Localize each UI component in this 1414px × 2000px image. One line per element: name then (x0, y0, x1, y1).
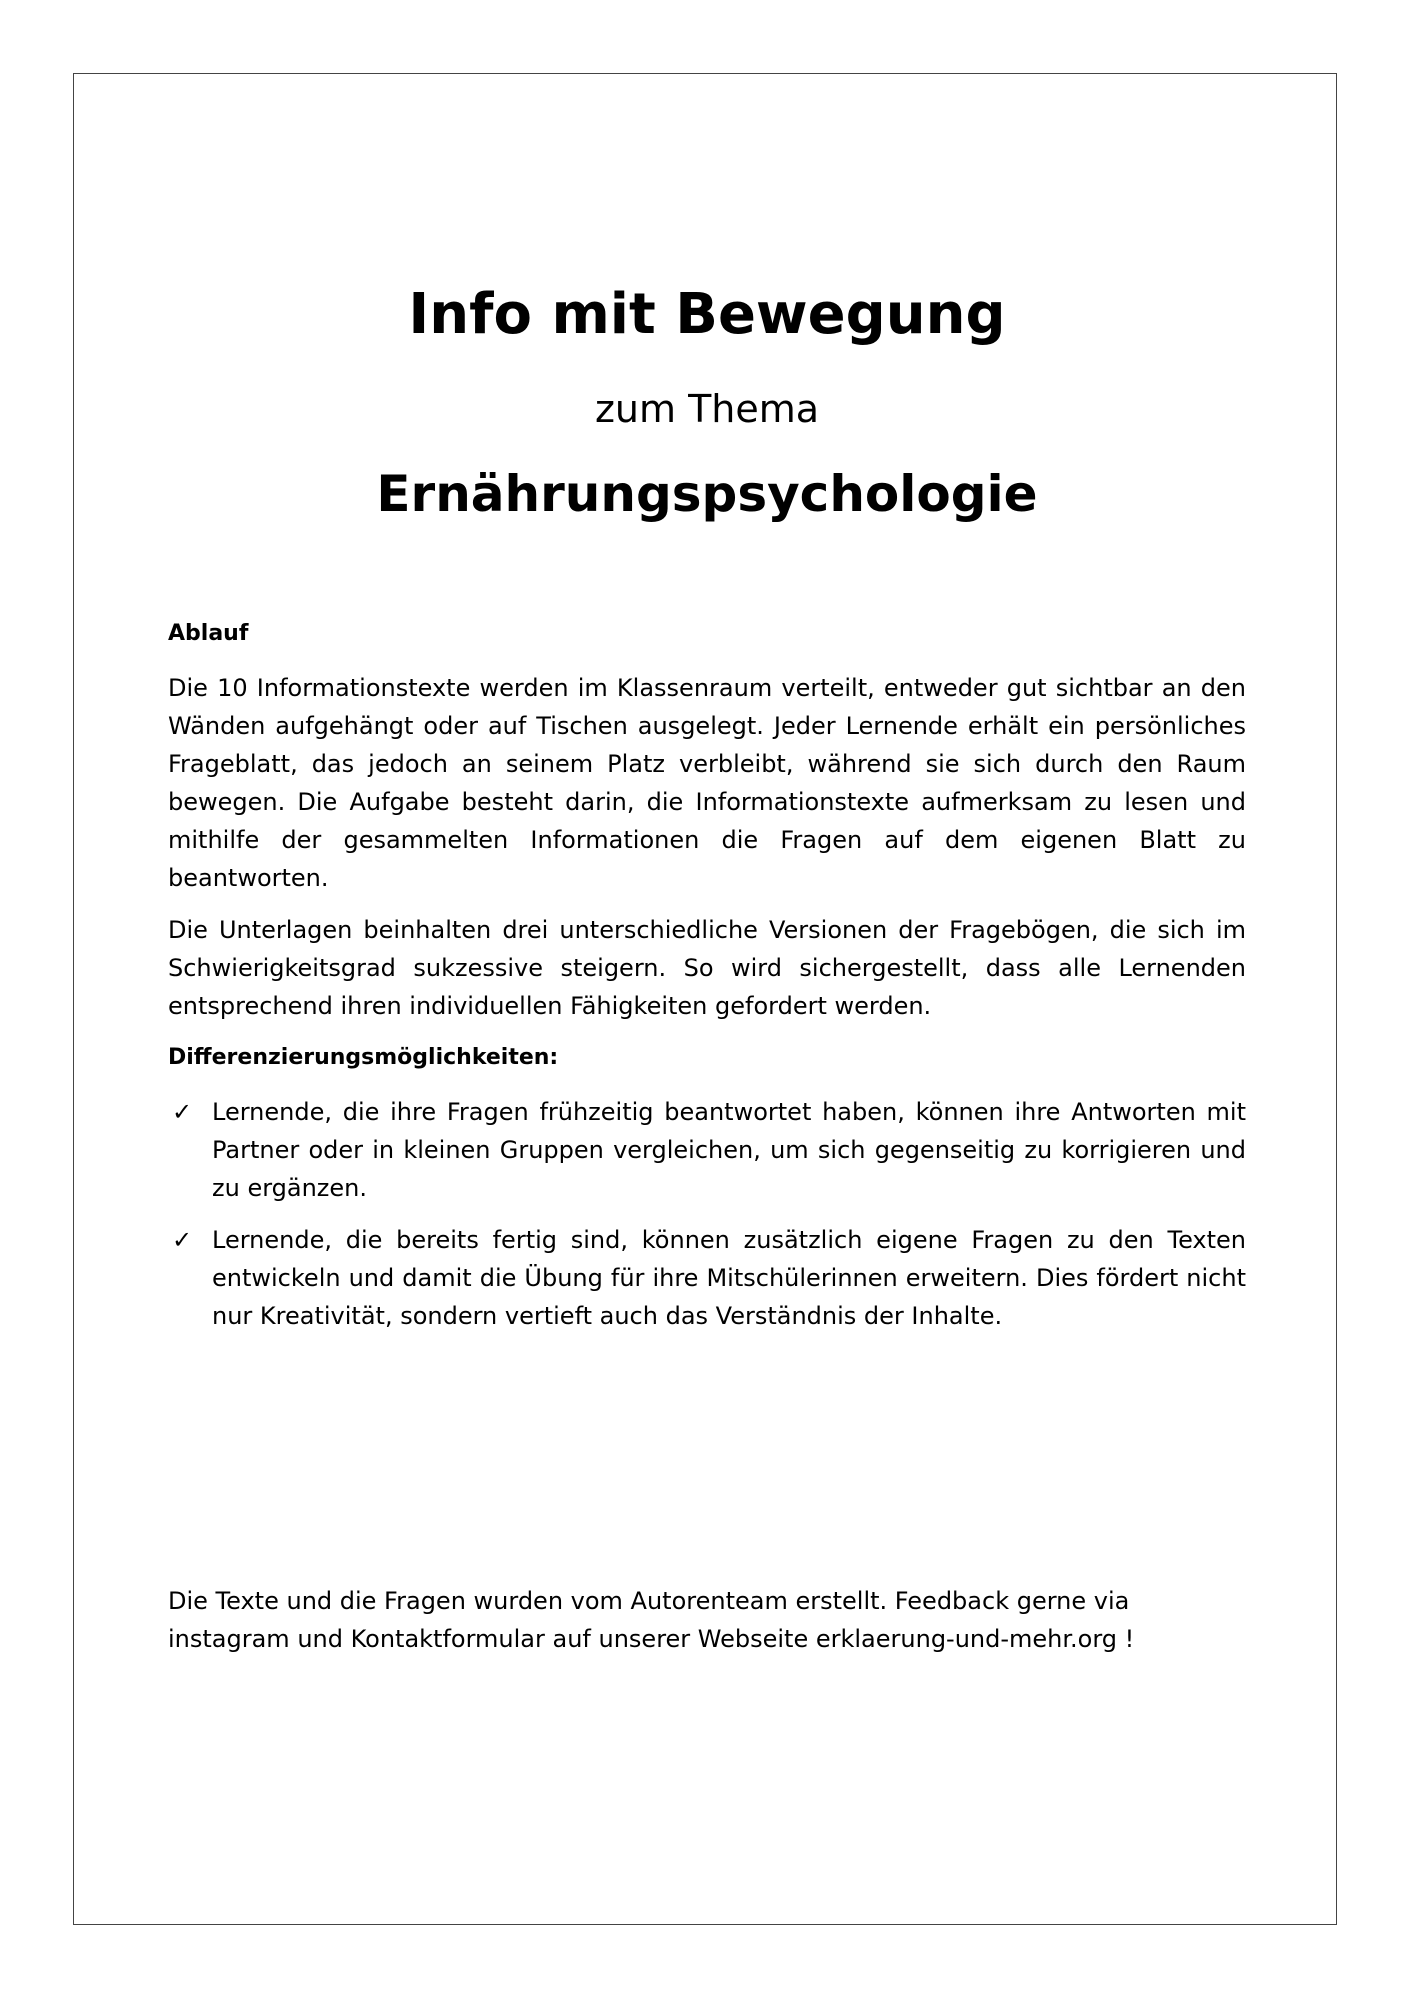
document-subtitle: zum Thema (594, 387, 820, 431)
differenzierung-list (168, 1093, 1246, 1335)
document-topic: Ernährungspsychologie (376, 465, 1038, 523)
differenzierung-heading: Differenzierungsmöglichkeiten: (168, 1045, 559, 1070)
main-content (168, 615, 1246, 1349)
check-icon: ✓ (172, 1226, 193, 1254)
list-item (168, 1221, 1246, 1335)
footer-note: Die Texte und die Fragen wurden vom Autorenteam erstellt. Feedback gerne via instagram und Kontaktformular auf unserer Webseite erklaerung-und-mehr.org ! (168, 1587, 1135, 1653)
check-icon: ✓ (172, 1098, 193, 1126)
document-title: Info mit Bewegung (408, 282, 1006, 347)
ablauf-heading: Ablauf (168, 621, 249, 646)
list-item-text: Lernende, die ihre Fragen frühzeitig beantwortet haben, können ihre Antworten mit Partner oder in kleinen Gruppen vergleichen, um sich gegenseitig zu korrigieren und zu ergänzen. (212, 1098, 1246, 1202)
list-item-text: Lernende, die bereits fertig sind, können zusätzlich eigene Fragen zu den Texten entwickeln und damit die Übung für ihre Mitschülerinnen erweitern. Dies fördert nicht nur Kreativität, sondern vertieft auch das Verständnis der Inhalte. (212, 1226, 1246, 1330)
ablauf-paragraph-1: Die 10 Informationstexte werden im Klassenraum verteilt, entweder gut sichtbar an den Wänden aufgehängt oder auf Tischen ausgelegt. Jeder Lernende erhält ein persönliches Frageblatt, das jedoch an seinem Platz verbleibt, während sie sich durch den Raum bewegen. Die Aufgabe besteht darin, die Informationstexte aufmerksam zu lesen und mithilfe der gesammelten Informationen die Fragen auf dem eigenen Blatt zu beantworten. (168, 674, 1246, 892)
list-item (168, 1093, 1246, 1207)
ablauf-paragraph-2: Die Unterlagen beinhalten drei unterschiedliche Versionen der Fragebögen, die sich im Schwierigkeitsgrad sukzessive steigern. So wird sichergestellt, dass alle Lernenden entsprechend ihren individuellen Fähigkeiten gefordert werden. (168, 916, 1246, 1020)
